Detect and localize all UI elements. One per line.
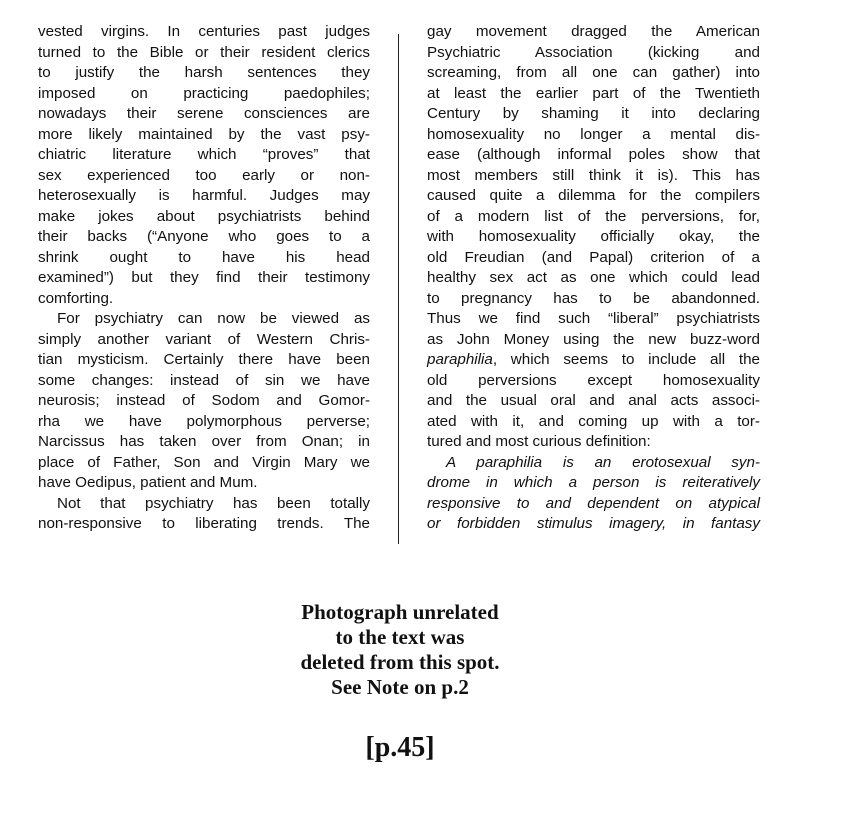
text-line: Narcissus has taken over from Onan; in: [38, 433, 370, 450]
text-line: make jokes about psychiatrists behind: [38, 207, 370, 225]
text-line-paraphilia: [427, 350, 760, 371]
text-line: vested virgins. In centuries past judges: [38, 23, 370, 40]
text-line: Not that psychiatry has been totally: [57, 494, 370, 512]
text-line: their backs (“Anyone who goes to a: [38, 228, 370, 245]
text-line: as John Money using the new buzz-word: [427, 330, 760, 348]
text-line: examined”) but they find their testimony: [38, 269, 370, 286]
text-line: more likely maintained by the vast psy-: [38, 125, 370, 143]
text-line: and the usual oral and anal acts associ-: [427, 392, 760, 409]
text-line: Thus we find such “liberal” psychiatrists: [427, 310, 760, 327]
text-line: comforting.: [38, 289, 114, 307]
text-line: imposed on practicing paedophiles;: [38, 84, 370, 102]
paraphilia-rest: , which seems to include all the: [492, 351, 760, 368]
note-line: Photograph unrelated: [301, 600, 499, 624]
text-line: at least the earlier part of the Twentieth: [427, 84, 760, 102]
text-line: of a modern list of the perversions, for,: [427, 207, 760, 225]
quote-line: responsive to and dependent on atypical: [427, 494, 760, 512]
text-line: old Freudian (and Papal) criterion of a: [427, 248, 760, 266]
text-line: some changes: instead of sin we have: [38, 371, 370, 389]
text-line: gay movement dragged the American: [427, 23, 760, 40]
text-line: have Oedipus, patient and Mum.: [38, 474, 258, 491]
text-line: simply another variant of Western Chris-: [38, 330, 370, 348]
note-line: See Note on p.2: [331, 675, 469, 699]
text-line: sex experienced too early or non-: [38, 166, 370, 184]
text-line: with homosexuality officially okay, the: [427, 228, 760, 245]
text-line: tian mysticism. Certainly there have been: [38, 351, 370, 368]
text-line: to pregnancy has to be abandonned.: [427, 289, 760, 307]
text-line: chiatric literature which “proves” that: [38, 146, 370, 163]
quote-line: or forbidden stimulus imagery, in fantasy: [427, 515, 760, 532]
text-line: screaming, from all one can gather) into: [427, 64, 760, 81]
text-line: most members still think it is). This has: [427, 166, 760, 184]
text-line: ated with it, and coming up with a tor-: [427, 412, 760, 430]
quote-line: A paraphilia is an erotosexual syn-: [446, 453, 760, 471]
text-line: neurosis; instead of Sodom and Gomor-: [38, 392, 370, 409]
text-line: non-responsive to liberating trends. The: [38, 515, 370, 532]
column-divider: [398, 34, 399, 544]
text-line: For psychiatry can now be viewed as: [57, 310, 370, 327]
text-line: heterosexually is harmful. Judges may: [38, 187, 370, 204]
text-line: turned to the Bible or their resident clerics: [38, 43, 370, 61]
text-line: to justify the harsh sentences they: [38, 64, 370, 81]
deleted-photo-note: [280, 600, 520, 700]
page-number: [p.45]: [365, 732, 435, 763]
note-line: deleted from this spot.: [300, 650, 500, 674]
text-line: shrink ought to have his head: [38, 248, 370, 266]
text-line: homosexuality no longer a mental dis-: [427, 125, 760, 143]
text-line: healthy sex act as one which could lead: [427, 269, 760, 286]
right-text-column: [427, 22, 760, 535]
text-line: rha we have polymorphous perverse;: [38, 412, 370, 430]
text-line: Century by shaming it into declaring: [427, 105, 760, 122]
left-text-column: [38, 22, 370, 535]
text-line: ease (although informal poles show that: [427, 146, 760, 163]
text-line: old perversions except homosexuality: [427, 371, 760, 389]
text-line: place of Father, Son and Virgin Mary we: [38, 453, 370, 471]
text-line: nowadays their serene consciences are: [38, 105, 370, 122]
paraphilia-term: paraphilia: [427, 351, 493, 368]
text-line: Psychiatric Association (kicking and: [427, 43, 760, 61]
note-line: to the text was: [335, 625, 465, 649]
text-line: tured and most curious definition:: [427, 433, 651, 450]
quote-line: drome in which a person is reiteratively: [427, 474, 760, 491]
text-line: caused quite a dilemma for the compilers: [427, 187, 760, 204]
